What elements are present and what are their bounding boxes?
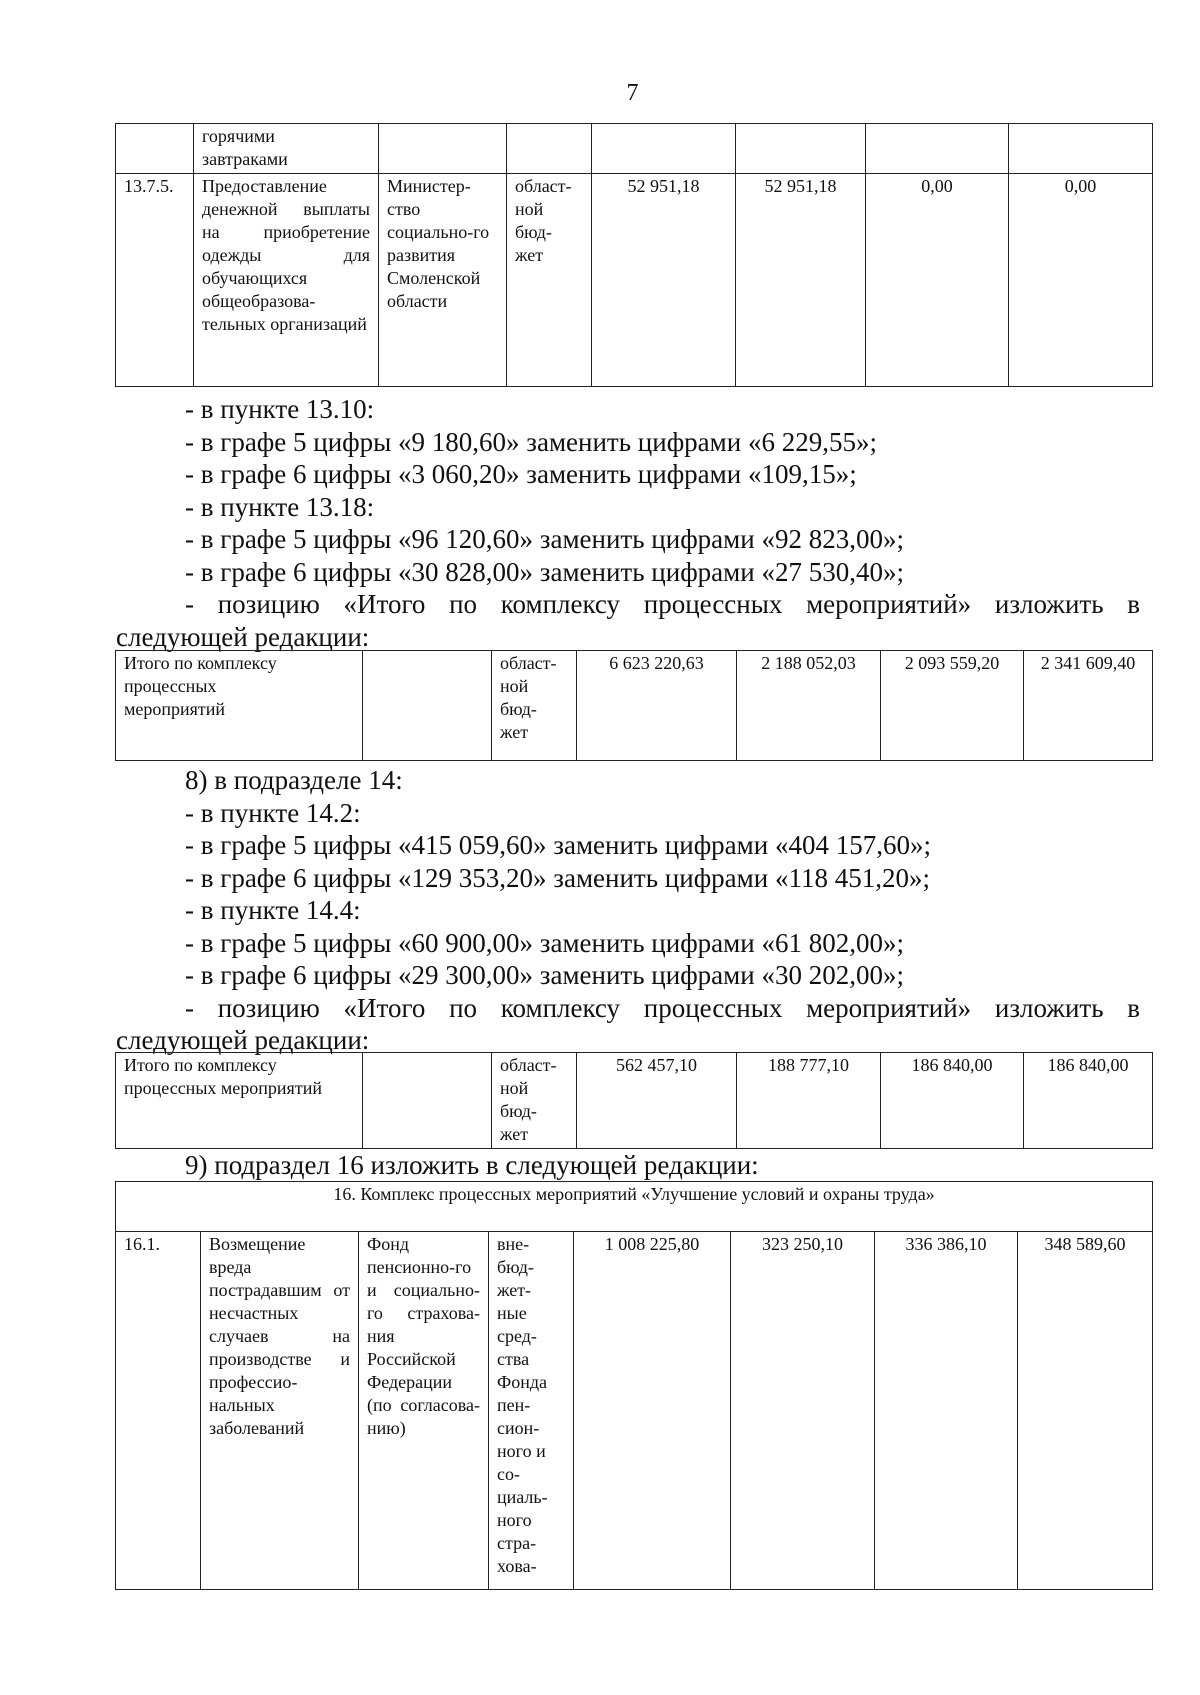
value-year-2: 336 386,10: [875, 1232, 1018, 1590]
executor: Фонд пенсионно-го и социально-го страхова-ния Российской Федерации (по согласова-нию): [359, 1232, 489, 1590]
table-row: [116, 1182, 1153, 1232]
total-label: Итого по комплексу процессных мероприятий: [116, 651, 363, 761]
text-line: - в графе 6 цифры «3 060,20» заменить цифрами «109,15»;: [185, 459, 857, 489]
text-line: следующей редакции:: [116, 1025, 370, 1055]
funding-source: област- ной бюд- жет: [492, 651, 577, 761]
table-cell: [507, 124, 592, 174]
word: позицию: [217, 589, 320, 619]
table-cell: [379, 124, 507, 174]
value-year-3: 2 341 609,40: [1024, 651, 1153, 761]
table-row: [116, 124, 1153, 174]
text-line: 8) в подразделе 14:: [185, 765, 403, 795]
subsection-heading: 16. Комплекс процессных мероприятий «Улучшение условий и охраны труда»: [116, 1182, 1153, 1232]
value-total: 1 008 225,80: [574, 1232, 731, 1590]
table-cell: [736, 124, 866, 174]
table-row: [116, 1053, 1153, 1149]
value-total: 562 457,10: [577, 1053, 737, 1149]
value-year-2: 2 093 559,20: [881, 651, 1024, 761]
table-row: [116, 651, 1153, 761]
funding-source: вне- бюд- жет- ные сред- ства Фонда пен- сион- ного и со- циаль- ного стра- хова-: [489, 1232, 574, 1590]
text-line: - в графе 5 цифры «60 900,00» заменить цифрами «61 802,00»;: [185, 927, 904, 958]
value-year-1: 2 188 052,03: [737, 651, 881, 761]
executor: [363, 1053, 492, 1149]
text-line: следующей редакции:: [116, 621, 370, 652]
text-line: - в графе 6 цифры «129 353,20» заменить цифрами «118 451,20»;: [185, 862, 930, 893]
text-line: 9) подраздел 16 изложить в следующей редакции:: [185, 1150, 759, 1180]
text-line: - в пункте 13.18:: [185, 491, 375, 522]
table-cell: [1009, 124, 1153, 174]
text-line: - в графе 5 цифры «9 180,60» заменить цифрами «6 229,55»;: [185, 426, 877, 457]
word: «Итого: [343, 992, 426, 1023]
text-line-justified: [0, 588, 1200, 621]
text-line: - в графе 5 цифры «415 059,60» заменить цифрами «404 157,60»;: [185, 830, 931, 860]
word: -: [185, 589, 194, 619]
text-line-justified: [0, 992, 1200, 1025]
word: -: [185, 992, 194, 1023]
page-number: 7: [626, 80, 639, 106]
text-line: - в графе 5 цифры «96 120,60» заменить цифрами «92 823,00»;: [185, 524, 904, 554]
word: мероприятий»: [806, 992, 972, 1023]
table-total-13: [115, 650, 1153, 761]
text-block-subsection-16: [0, 1149, 1200, 1182]
word: по: [449, 992, 478, 1023]
text-line: - в пункте 14.2:: [185, 797, 361, 828]
value-year-3: 0,00: [1009, 174, 1153, 387]
text-block-subsection-14: [0, 764, 1200, 1057]
total-label: Итого по комплексу процессных мероприятий: [116, 1053, 363, 1149]
word: в: [1127, 589, 1140, 619]
value-year-2: 0,00: [866, 174, 1009, 387]
word: «Итого: [343, 589, 426, 619]
executor: Министер-ство социально-го развития Смоленской области: [379, 174, 507, 387]
measure-name: Возмещение вреда пострадавшим от несчастных случаев на производстве и профессио-нальных заболеваний: [201, 1232, 359, 1590]
word: комплексу: [500, 992, 621, 1023]
executor: [363, 651, 492, 761]
text-block-amendments-13: [0, 393, 1200, 653]
measure-name: Предоставление денежной выплаты на приобретение одежды для обучающихся общеобразова-тельных организаций: [194, 174, 379, 387]
row-number: 13.7.5.: [116, 174, 194, 387]
word: изложить: [994, 992, 1104, 1023]
value-year-1: 188 777,10: [737, 1053, 881, 1149]
table-row: [116, 1232, 1153, 1590]
value-year-3: 186 840,00: [1024, 1053, 1153, 1149]
word: мероприятий»: [806, 589, 972, 619]
value-year-1: 323 250,10: [731, 1232, 875, 1590]
table-subsection-16: [115, 1181, 1153, 1590]
table-cell: горячими завтраками: [194, 124, 379, 174]
word: изложить: [994, 589, 1104, 619]
text-line: - в графе 6 цифры «30 828,00» заменить цифрами «27 530,40»;: [185, 556, 904, 587]
word: позицию: [217, 992, 320, 1023]
value-year-3: 348 589,60: [1018, 1232, 1153, 1590]
text-line: - в пункте 13.10:: [185, 394, 375, 424]
value-year-2: 186 840,00: [881, 1053, 1024, 1149]
funding-source: област- ной бюд- жет: [492, 1053, 577, 1149]
table-item-13-7-5: [115, 123, 1153, 387]
value-year-1: 52 951,18: [736, 174, 866, 387]
value-total: 52 951,18: [592, 174, 736, 387]
word: по: [449, 589, 478, 619]
table-cell: [116, 124, 194, 174]
word: процессных: [643, 992, 783, 1023]
value-total: 6 623 220,63: [577, 651, 737, 761]
table-cell: [592, 124, 736, 174]
word: комплексу: [500, 589, 621, 619]
text-line: - в графе 6 цифры «29 300,00» заменить цифрами «30 202,00»;: [185, 960, 904, 990]
table-cell: [866, 124, 1009, 174]
funding-source: област- ной бюд- жет: [507, 174, 592, 387]
table-total-14: [115, 1052, 1153, 1149]
word: в: [1127, 992, 1140, 1023]
text-line: - в пункте 14.4:: [185, 895, 361, 925]
table-row: [116, 174, 1153, 387]
word: процессных: [643, 589, 783, 619]
row-number: 16.1.: [116, 1232, 201, 1590]
